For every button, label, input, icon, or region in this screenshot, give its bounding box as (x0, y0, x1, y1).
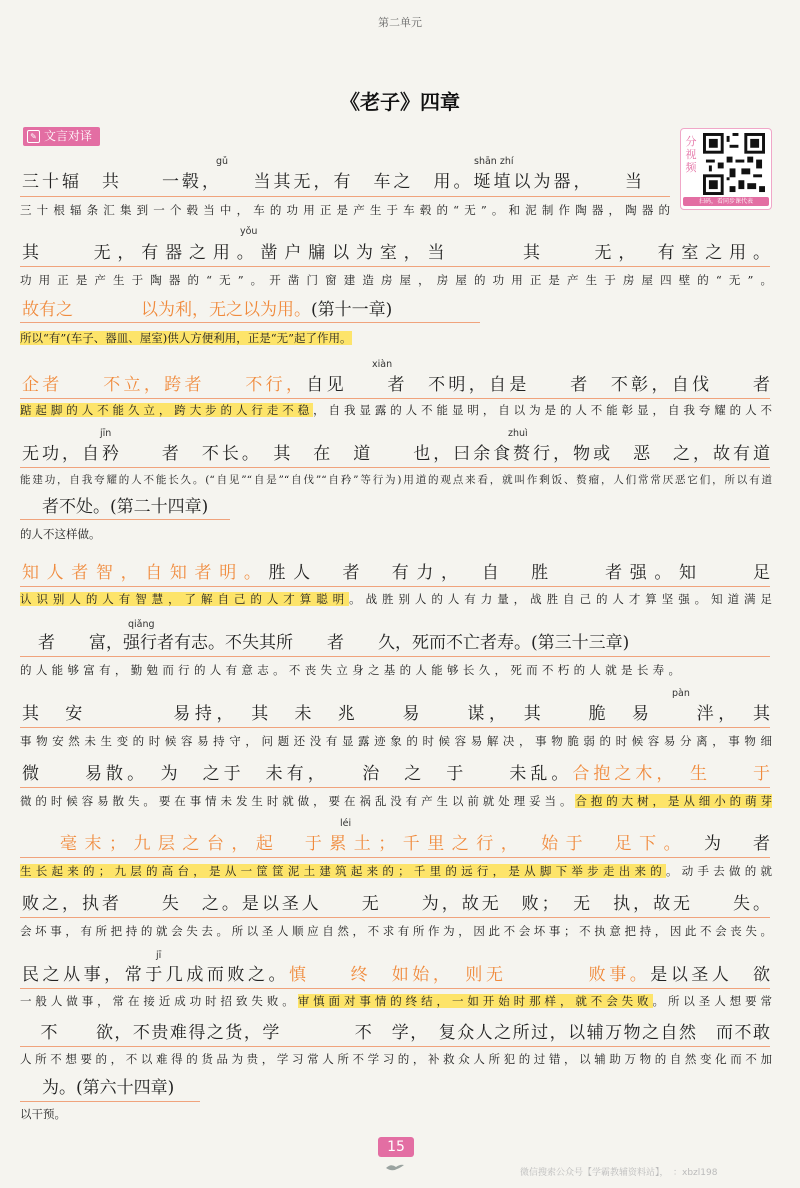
pinyin-ji: jī (156, 950, 162, 961)
translation-line: 事物安然未生变的时候容易持守，问题还没有显露迹象的时候容易解决，事物脆弱的时候容易分离，事物细 (20, 734, 772, 748)
original-text: 为 者 (679, 834, 771, 854)
emphasis-text: 企者 不立，跨者 不行， (22, 375, 307, 395)
translation-line: 三十根辐条汇集到一个毂当中，车的功用正是产生于车毂的“无”。和泥制作陶器，陶器的 (20, 203, 670, 217)
divider (20, 656, 770, 657)
section-tag (23, 127, 100, 146)
highlighted-translation: 所以“有”(车子、器皿、屋室)供人方便利用，正是“无”起了作用。 (20, 331, 352, 345)
unit-header: 第二单元 (378, 16, 422, 29)
section-tag-label: 文言对译 (44, 129, 93, 143)
translation-line (20, 591, 772, 607)
emphasis-text: 故有之 以为利，无之以为用。 (22, 300, 311, 320)
emphasis-text: 知人者智，自知者明。 (22, 563, 269, 583)
translation-line: 功用正是产生于陶器的“无”。开凿门窗建造房屋，房屋的功用正是产生于房屋四壁的“无”。 (20, 273, 772, 287)
highlighted-translation: 审慎面对事情的终结，一如开始时那样，就不会失败 (297, 994, 653, 1008)
original-line (22, 562, 770, 584)
divider (20, 857, 770, 858)
emphasis-text: 慎 终 如始， 则无 败事。 (289, 965, 651, 985)
emphasis-text: 合抱之木， 生 于 (572, 764, 770, 784)
pinyin-shanzhi: shān zhí (474, 156, 514, 167)
page-title: 《老子》四章 (340, 90, 460, 114)
original-line: 三十辐 共 一毂， 当其无，有 车之 用。埏埴以为器， 当 (22, 172, 642, 192)
original-line: 者 富，强行者有志。不失其所 者 久，死而不亡者寿。(第三十三章) (38, 633, 630, 653)
highlighted-translation: 认识别人的人有智慧，了解自己的人才算聪明 (20, 592, 350, 606)
bird-icon (385, 1162, 405, 1172)
divider (20, 787, 770, 788)
footer-watermark: 微信搜索公众号【学霸教辅资料站】， ：xbzl198 (520, 1168, 718, 1178)
original-text: 胜人 者 有力， 自 胜 者强。知 足 (268, 563, 770, 583)
original-line (22, 299, 770, 321)
divider (20, 398, 770, 399)
translation-line (20, 402, 772, 418)
divider (20, 586, 770, 587)
original-line (22, 374, 770, 396)
divider (20, 727, 770, 728)
translation-line (20, 330, 772, 346)
qr-caption: 扫码，看同步课代表 (683, 197, 769, 206)
pinyin-qiang: qiǎng (128, 619, 155, 630)
page-number: 15 (378, 1137, 414, 1157)
divider (20, 266, 770, 267)
highlighted-translation: 生长起来的；九层的高台，是从一筐筐泥土建筑起来的；千里的远行，是从脚下举步走出来的 (20, 864, 666, 878)
pinyin-gu: gǔ (216, 156, 229, 167)
highlighted-translation: 踮起脚的人不能久立，跨大步的人行走不稳 (20, 403, 314, 417)
divider (20, 519, 230, 520)
translation-line: 会坏事，有所把持的就会失去。所以圣人顺应自然，不求有所作为，因此不会坏事；不执意把持，因此不会丧失。 (20, 924, 772, 938)
pinyin-you: yǒu (240, 226, 258, 237)
original-text: 自见 者 不明，自是 者 不彰，自伐 者 (306, 375, 771, 395)
divider (20, 917, 770, 918)
translation-line: 能建功，自我夸耀的人不能长久。(“自见”“自是”“自伐”“自矜”等行为)用道的观点来看，就叫作剩饭、赘瘤，人们常常厌恶它们，所以有道 (20, 474, 772, 486)
translation-line (20, 993, 772, 1009)
original-line (22, 763, 770, 785)
pinyin-jin: jīn (100, 428, 112, 439)
pinyin-zhui: zhuì (508, 428, 528, 439)
divider (20, 322, 480, 323)
translation-line: 以干预。 (20, 1107, 66, 1121)
original-line: 其 安 易持， 其 未 兆 易 谋， 其 脆 易 泮， 其 (22, 704, 770, 724)
qr-side-label: 分视频 (685, 135, 697, 174)
qr-code-panel[interactable] (680, 128, 772, 210)
original-line: 者不处。(第二十四章) (42, 497, 209, 517)
document-icon: ✎ (27, 130, 40, 143)
original-line: 无功，自矜 者 不长。 其 在 道 也，曰余食赘行，物或 恶 之，故有道 (22, 444, 770, 464)
original-line: 其 无，有器之用。凿户牖以为室，当 其 无， 有室之用。 (22, 243, 770, 263)
translation-line: 的人不这样做。 (20, 527, 101, 541)
translation-text: 。动手去做的就 (665, 864, 773, 878)
highlighted-translation: 合抱的大树，是从细小的萌芽 (575, 794, 772, 808)
pinyin-xian: xiàn (372, 359, 393, 370)
pinyin-lei: léi (340, 818, 352, 829)
pinyin-pan: pàn (672, 688, 690, 699)
emphasis-text: 毫末；九层之台，起 于累土；千里之行， 始于 足下。 (60, 834, 680, 854)
divider (20, 467, 770, 468)
qr-code-icon[interactable] (703, 133, 765, 195)
translation-text: ，自我显露的人不能显明，自以为是的人不能彰显，自我夸耀的人不 (313, 403, 773, 417)
translation-text: 。所以圣人想要常 (652, 994, 773, 1008)
divider (20, 1046, 770, 1047)
original-text: 微 易散。 为 之于 未有， 治 之 于 未乱。 (22, 764, 573, 784)
translation-line: 的人能够富有，勤勉而行的人有意志。不丧失立身之基的人能够长久，死而不朽的人就是长寿。 (20, 663, 680, 677)
chapter-label: (第十一章) (311, 300, 393, 320)
divider (20, 988, 770, 989)
translation-line (20, 863, 772, 879)
original-line: 为。(第六十四章) (42, 1078, 175, 1098)
original-line (22, 964, 770, 986)
translation-line: 人所不想要的，不以难得的货品为贵，学习常人所不学习的，补救众人所犯的过错，以辅助万物的自然变化而不加 (20, 1052, 772, 1066)
divider (20, 1101, 200, 1102)
original-line: 不 欲，不贵难得之货，学 不 学， 复众人之所过，以辅万物之自然 而不敢 (22, 1023, 770, 1043)
original-text: 是以圣人 欲 (650, 965, 771, 985)
divider (20, 196, 670, 197)
original-text: 民之从事，常于几成而败之。 (22, 965, 290, 985)
translation-line (20, 793, 772, 809)
translation-text: 一般人做事，常在接近成功时招致失败。 (20, 994, 298, 1008)
original-line (60, 833, 770, 855)
translation-text: 。战胜别人的人有力量，战胜自己的人才算坚强。知道满足 (349, 592, 772, 606)
translation-text: 微的时候容易散失。要在事情未发生时就做，要在祸乱没有产生以前就处理妥当。 (20, 794, 576, 808)
original-line: 败之，执者 失 之。是以圣人 无 为，故无 败； 无 执，故无 失。 (22, 894, 770, 914)
